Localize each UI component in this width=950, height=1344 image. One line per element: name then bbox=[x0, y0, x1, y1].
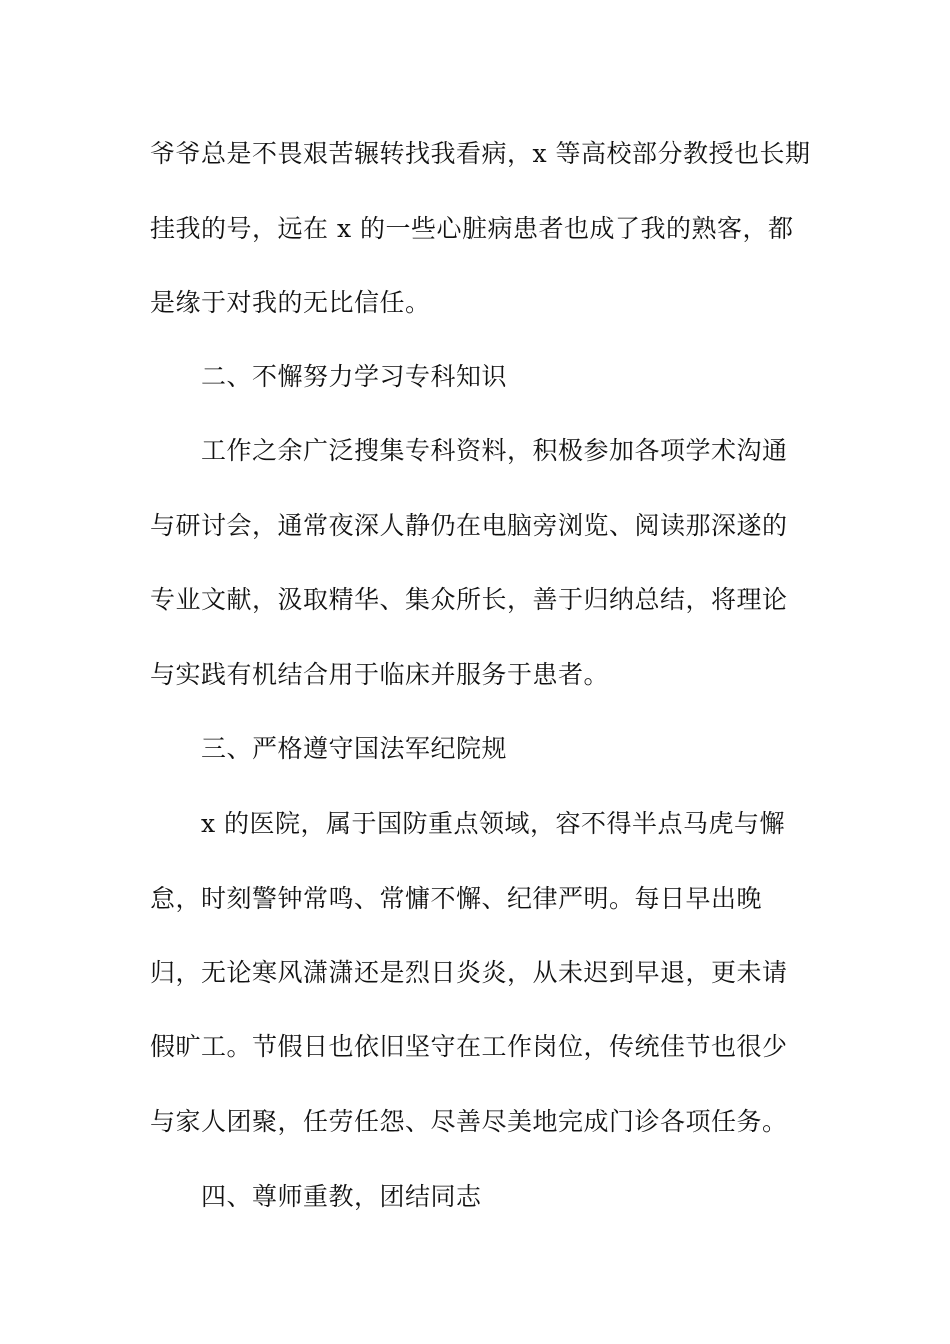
body-text-line: 挂我的号，远在 x 的一些心脏病患者也成了我的熟客，都 bbox=[150, 214, 794, 243]
body-text-line: 怠，时刻警钟常鸣、常慵不懈、纪律严明。每日早出晚 bbox=[150, 884, 763, 913]
section-heading: 三、严格遵守国法军纪院规 bbox=[201, 734, 508, 763]
body-text-line: 专业文献，汲取精华、集众所长，善于归纳总结，将理论 bbox=[150, 585, 788, 614]
section-heading: 二、不懈努力学习专科知识 bbox=[201, 362, 508, 391]
body-text-line: 归，无论寒风潇潇还是烈日炎炎，从未迟到早退，更未请 bbox=[150, 958, 788, 987]
body-text-line: 与研讨会，通常夜深人静仍在电脑旁浏览、阅读那深遂的 bbox=[150, 511, 788, 540]
body-text-line: 工作之余广泛搜集专科资料，积极参加各项学术沟通 bbox=[201, 436, 788, 465]
section-heading: 四、尊师重教，团结同志 bbox=[201, 1182, 482, 1211]
body-text-line: 爷爷总是不畏艰苦辗转找我看病，x 等高校部分教授也长期 bbox=[150, 139, 811, 168]
body-text-line: 假旷工。节假日也依旧坚守在工作岗位，传统佳节也很少 bbox=[150, 1032, 788, 1061]
body-text-line: 是缘于对我的无比信任。 bbox=[150, 288, 431, 317]
body-text-line: 与家人团聚，任劳任怨、尽善尽美地完成门诊各项任务。 bbox=[150, 1107, 788, 1136]
body-text-line: x 的医院，属于国防重点领域，容不得半点马虎与懈 bbox=[201, 809, 786, 838]
body-text-line: 与实践有机结合用于临床并服务于患者。 bbox=[150, 660, 610, 689]
